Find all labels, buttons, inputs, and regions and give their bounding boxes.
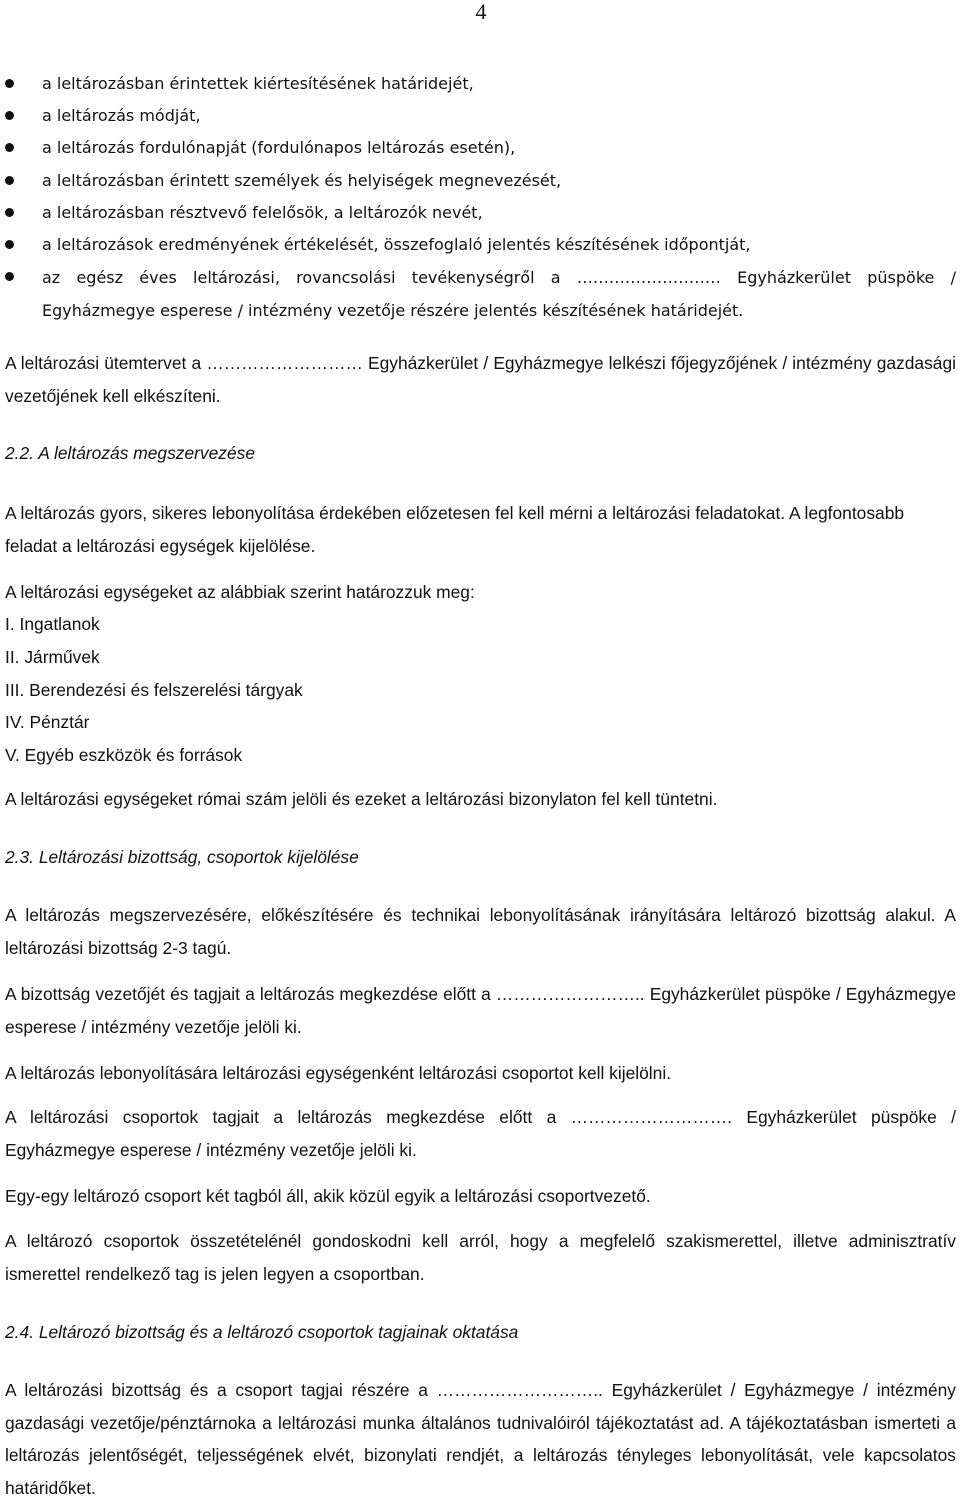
- list-item: II. Járművek: [5, 646, 100, 667]
- bullet-icon: [5, 176, 14, 185]
- paragraph: A leltározás gyors, sikeres lebonyolítása érdekében előzetesen fel kell mérni a leltározási feladatokat. A legfontosabb feladat a leltározási egységek kijelölése.: [5, 503, 905, 556]
- inventory-units-list: [5, 608, 303, 772]
- list-item: [0, 100, 960, 132]
- paragraph: A leltározási egységeket az alábbiak szerint határozzuk meg:: [5, 582, 475, 602]
- list-item-text: az egész éves leltározási, rovancsolási tevékenységről a ……………………… Egyházkerület püspöke / Egyházmegye esperese / intézmény vezetője részére jelentés készítésének határidejét.: [42, 268, 956, 321]
- bullet-list: [0, 68, 960, 327]
- list-item: [0, 229, 960, 261]
- bullet-icon: [5, 143, 14, 152]
- paragraph: A leltározási csoportok tagjait a leltározás megkezdése előtt a ………………………. Egyházkerület püspöke / Egyházmegye esperese / intézmény vezetője jelöli ki.: [5, 1107, 956, 1160]
- paragraph: A leltározás megszervezésére, előkészítésére és technikai lebonyolításának irányítására leltározó bizottság alakul. A leltározási bizottság 2-3 tagú.: [5, 905, 956, 958]
- bullet-icon: [5, 240, 14, 249]
- paragraph: A bizottság vezetőjét és tagjait a leltározás megkezdése előtt a …………………….. Egyházkerület püspöke / Egyházmegye esperese / intézmény vezetője jelöli ki.: [5, 984, 956, 1037]
- list-item: [0, 261, 960, 327]
- list-item: [0, 165, 960, 197]
- list-item-text: a leltározásban résztvevő felelősök, a leltározók nevét,: [42, 202, 483, 222]
- list-item-text: a leltározásban érintettek kiértesítésének határidejét,: [42, 74, 474, 93]
- list-item-text: a leltározás fordulónapját (fordulónapos leltározás esetén),: [42, 138, 516, 158]
- paragraph: A leltározási bizottság és a csoport tagjai részére a ……………………….. Egyházkerület / Egyházmegye / intézmény gazdasági vezetője/pénztárnoka a leltározási munka általános tudnivalóiról tájékoztatást ad. A tájékoztatásban ismerteti a leltározás jelentőségét, teljességének elvét, bizonylati rendjét, a leltározás tényleges lebonyolítását, vele kapcsolatos határidőket.: [5, 1380, 956, 1498]
- paragraph: Egy-egy leltározó csoport két tagból áll, akik közül egyik a leltározási csoportvezető.: [5, 1186, 651, 1206]
- section-heading-2-2: 2.2. A leltározás megszervezése: [5, 443, 256, 463]
- list-item-text: a leltározások eredményének értékelését, összefoglaló jelentés készítésének időpontját,: [42, 235, 751, 255]
- bullet-icon: [5, 208, 14, 217]
- bullet-icon: [5, 79, 14, 88]
- list-item-text: a leltározás módját,: [42, 106, 201, 126]
- page-number: 4: [475, 0, 487, 24]
- list-item: [0, 132, 960, 164]
- paragraph: A leltározó csoportok összetételénél gondoskodni kell arról, hogy a megfelelő szakismerettel, illetve adminisztratív ismerettel rendelkező tag is jelen legyen a csoportban.: [5, 1231, 956, 1284]
- paragraph: A leltározási egységeket római szám jelöli és ezeket a leltározási bizonylaton fel kell tüntetni.: [5, 789, 718, 809]
- paragraph: A leltározás lebonyolítására leltározási egységenként leltározási csoportot kell kijelölni.: [5, 1063, 672, 1083]
- list-item: III. Berendezési és felszerelési tárgyak: [5, 679, 303, 700]
- list-item: IV. Pénztár: [5, 712, 90, 733]
- list-item: [0, 197, 960, 229]
- list-item-text: a leltározásban érintett személyek és helyiségek megnevezését,: [42, 170, 562, 190]
- schedule-paragraph: A leltározási ütemtervet a ……………………… Egyházkerület / Egyházmegye lelkészi főjegyzőjének / intézmény gazdasági vezetőjének kell elkészíteni.: [5, 353, 956, 406]
- bullet-icon: [5, 111, 14, 120]
- section-heading-2-4: 2.4. Leltározó bizottság és a leltározó csoportok tagjainak oktatása: [5, 1322, 519, 1342]
- section-heading-2-3: 2.3. Leltározási bizottság, csoportok kijelölése: [5, 847, 359, 867]
- list-item: V. Egyéb eszközök és források: [5, 745, 243, 766]
- list-item: I. Ingatlanok: [5, 614, 100, 634]
- list-item: [0, 68, 960, 100]
- bullet-icon: [5, 272, 14, 281]
